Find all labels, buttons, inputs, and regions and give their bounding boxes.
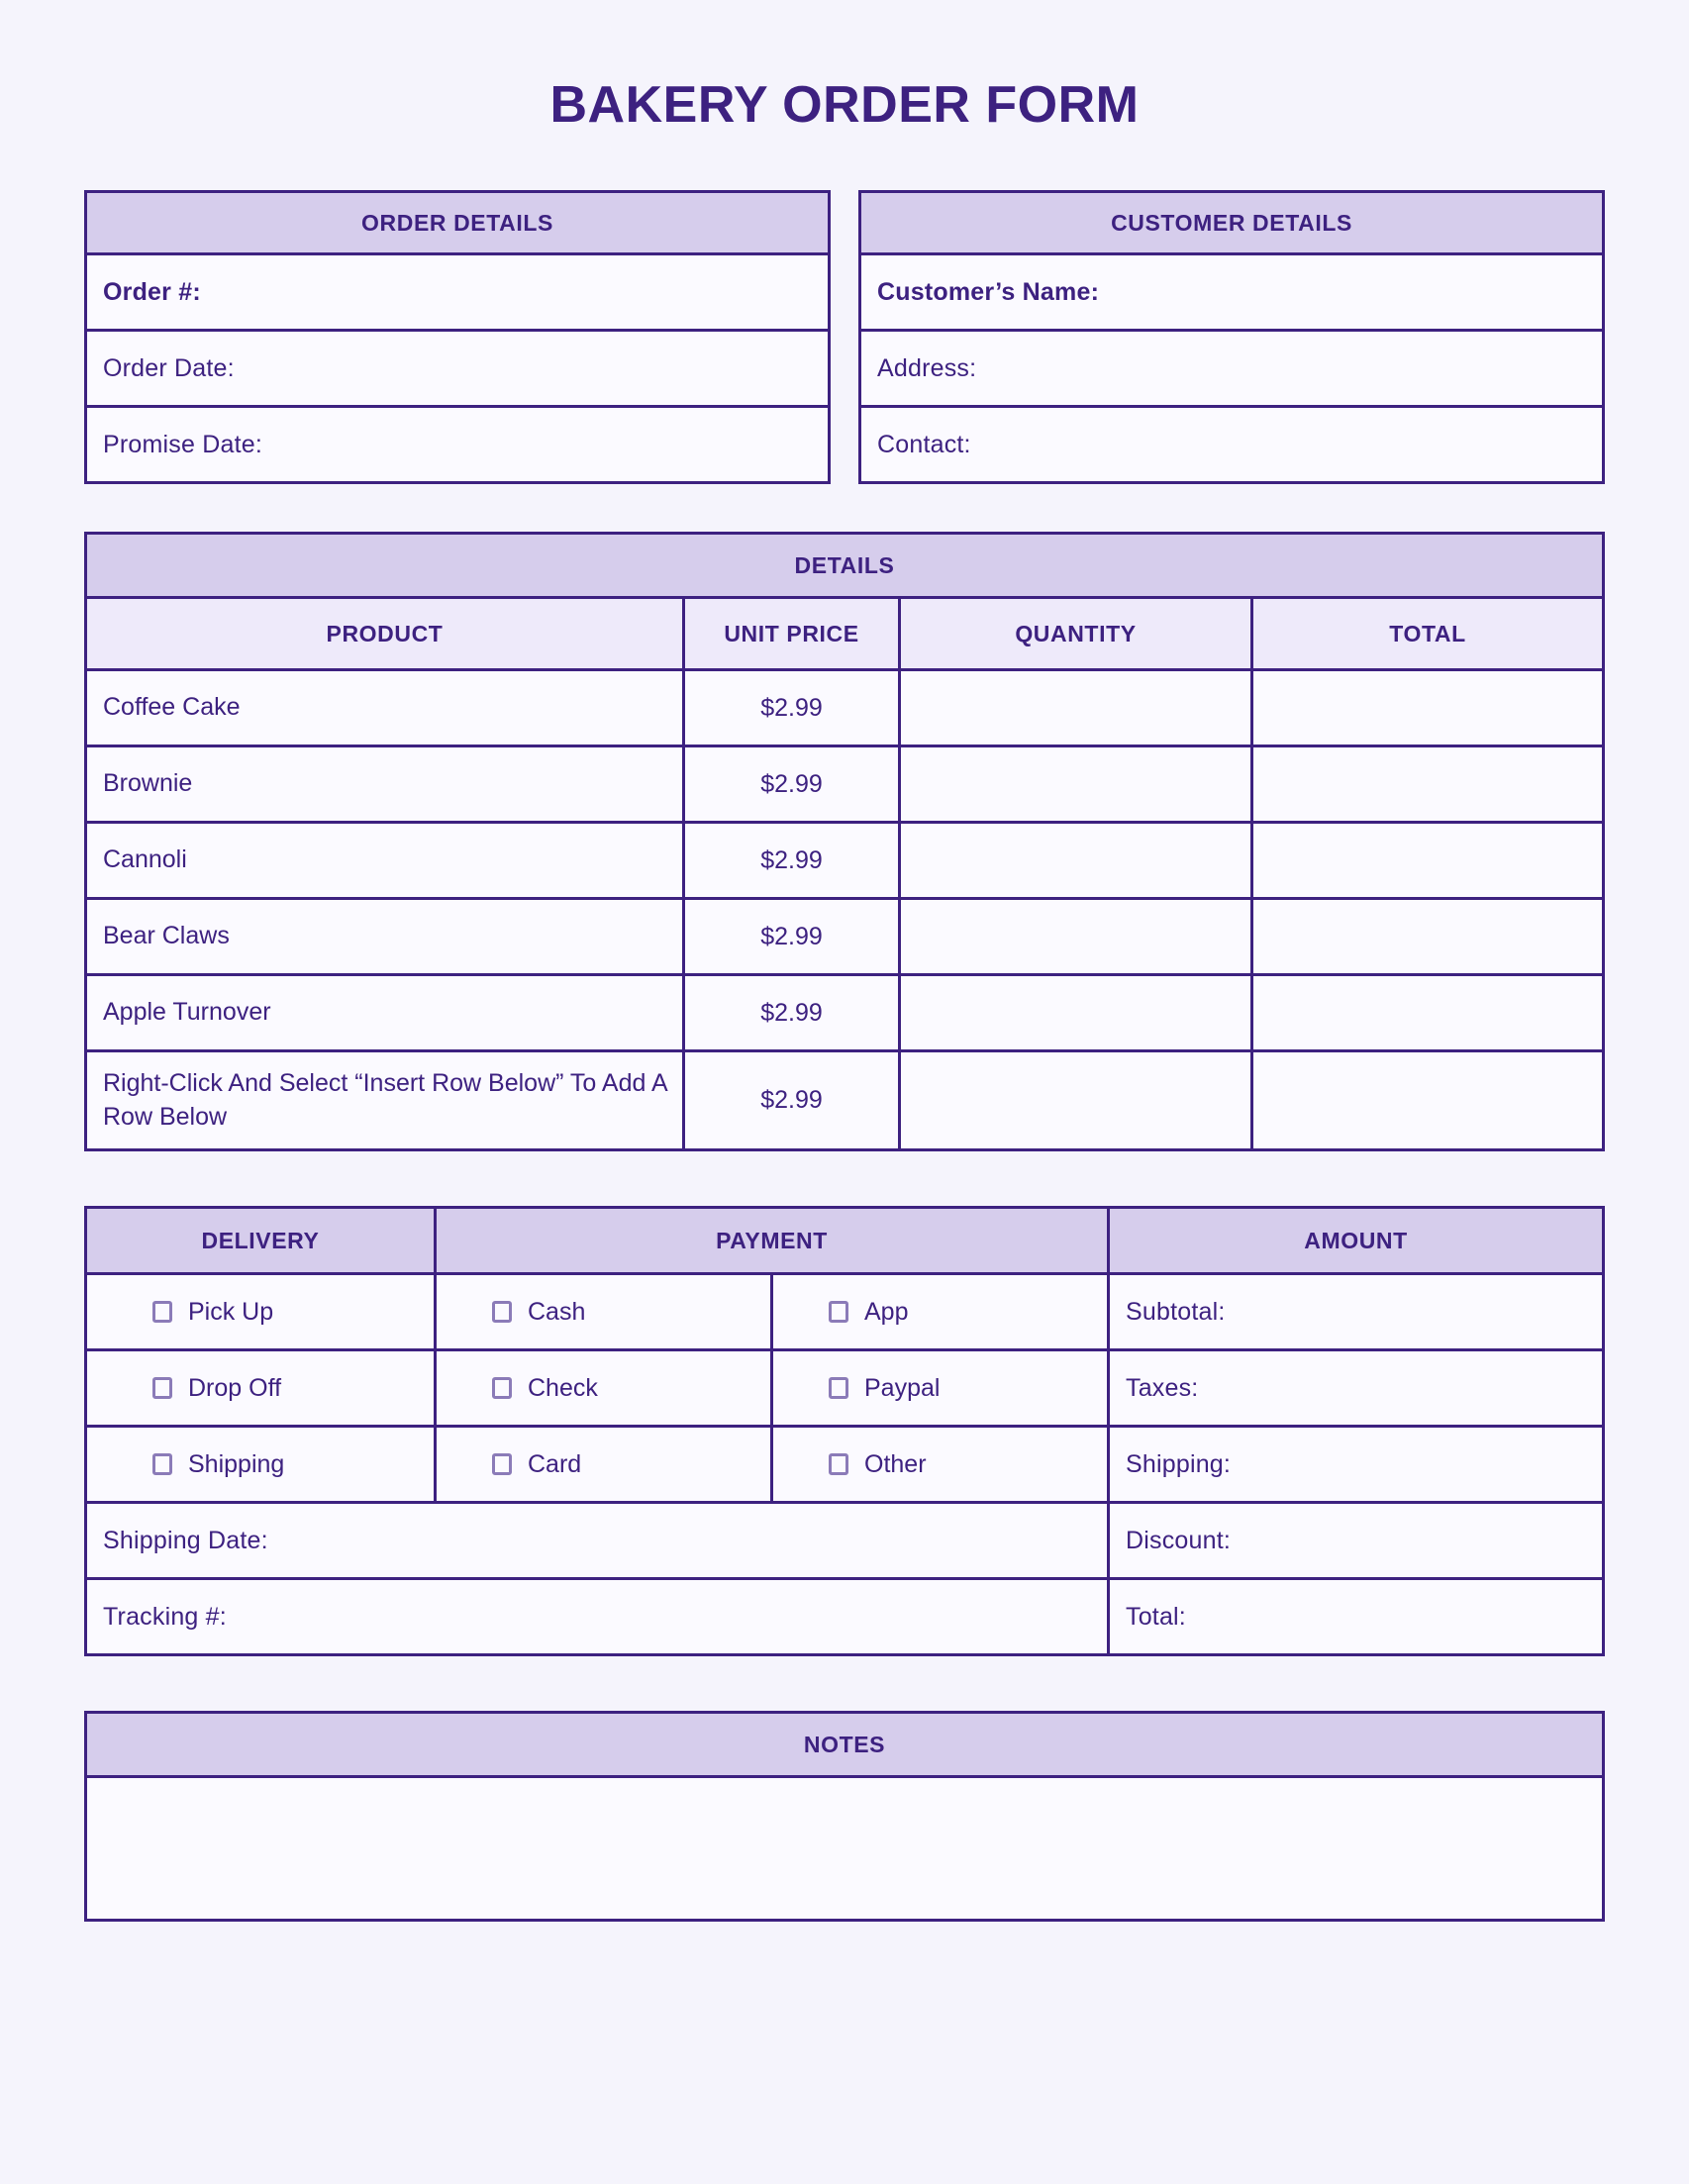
customer-name-row[interactable] <box>861 252 1602 329</box>
checkbox-icon[interactable] <box>152 1301 172 1323</box>
payment-option-paypal[interactable] <box>770 1351 1107 1425</box>
payment-option-card[interactable] <box>434 1428 770 1501</box>
delivery-option-drop-off[interactable] <box>87 1351 434 1425</box>
product-total-input[interactable] <box>1250 747 1602 821</box>
dpa-row <box>87 1425 1602 1501</box>
table-row[interactable] <box>87 745 1602 821</box>
product-total-input[interactable] <box>1250 671 1602 745</box>
amount-header: AMOUNT <box>1107 1209 1602 1272</box>
payment-option-app[interactable] <box>770 1275 1107 1348</box>
notes-header: NOTES <box>87 1714 1602 1775</box>
product-quantity-input[interactable] <box>898 976 1250 1049</box>
payment-header: PAYMENT <box>434 1209 1107 1272</box>
payment-option-check[interactable] <box>434 1351 770 1425</box>
discount-cell[interactable] <box>1107 1504 1602 1577</box>
details-header: DETAILS <box>87 535 1602 596</box>
column-header-product: PRODUCT <box>326 620 444 646</box>
product-name: Apple Turnover <box>103 998 271 1027</box>
product-unit-price: $2.99 <box>682 747 898 821</box>
order-number-row[interactable] <box>87 252 828 329</box>
payment-option-label: Other <box>864 1449 927 1478</box>
product-quantity-input[interactable] <box>898 900 1250 973</box>
total-cell[interactable] <box>1107 1580 1602 1653</box>
checkbox-icon[interactable] <box>152 1377 172 1399</box>
product-name: Right-Click And Select “Insert Row Below” To Add A Row Below <box>103 1068 667 1131</box>
amount-taxes-row[interactable] <box>1107 1351 1602 1425</box>
order-details-box <box>84 190 831 484</box>
dpa-row <box>87 1272 1602 1348</box>
total-label: Total: <box>1126 1602 1186 1631</box>
tracking-total-row <box>87 1577 1602 1653</box>
customer-name-label: Customer’s Name: <box>877 277 1100 306</box>
amount-label: Taxes: <box>1126 1373 1199 1402</box>
product-quantity-input[interactable] <box>898 747 1250 821</box>
checkbox-icon[interactable] <box>152 1453 172 1475</box>
delivery-option-label: Pick Up <box>188 1297 274 1326</box>
product-name: Brownie <box>103 769 193 798</box>
product-unit-price: $2.99 <box>682 824 898 897</box>
delivery-option-pick-up[interactable] <box>87 1275 434 1348</box>
promise-date-label: Promise Date: <box>103 430 262 458</box>
product-name: Bear Claws <box>103 922 230 950</box>
payment-option-label: App <box>864 1297 909 1326</box>
product-unit-price: $2.99 <box>682 976 898 1049</box>
tracking-number-label: Tracking #: <box>103 1602 227 1631</box>
product-name: Cannoli <box>103 845 187 874</box>
notes-box <box>84 1711 1605 1922</box>
payment-option-label: Check <box>528 1373 598 1402</box>
payment-option-label: Paypal <box>864 1373 941 1402</box>
discount-label: Discount: <box>1126 1526 1232 1554</box>
product-total-input[interactable] <box>1250 824 1602 897</box>
payment-option-label: Card <box>528 1449 582 1478</box>
amount-subtotal-row[interactable] <box>1107 1275 1602 1348</box>
payment-option-label: Cash <box>528 1297 586 1326</box>
product-unit-price: $2.99 <box>682 900 898 973</box>
checkbox-icon[interactable] <box>829 1453 848 1475</box>
checkbox-icon[interactable] <box>492 1301 512 1323</box>
customer-contact-label: Contact: <box>877 430 971 458</box>
order-date-label: Order Date: <box>103 353 235 382</box>
customer-details-box <box>858 190 1605 484</box>
shipping-date-label: Shipping Date: <box>103 1526 268 1554</box>
order-details-header: ORDER DETAILS <box>87 193 828 252</box>
checkbox-icon[interactable] <box>829 1377 848 1399</box>
customer-contact-row[interactable] <box>861 405 1602 481</box>
product-unit-price: $2.99 <box>682 671 898 745</box>
checkbox-icon[interactable] <box>829 1301 848 1323</box>
product-total-input[interactable] <box>1250 900 1602 973</box>
checkbox-icon[interactable] <box>492 1377 512 1399</box>
table-row[interactable] <box>87 897 1602 973</box>
checkbox-icon[interactable] <box>492 1453 512 1475</box>
order-number-label: Order #: <box>103 277 201 306</box>
customer-details-header: CUSTOMER DETAILS <box>861 193 1602 252</box>
order-date-row[interactable] <box>87 329 828 405</box>
product-quantity-input[interactable] <box>898 1052 1250 1148</box>
column-header-unit-price: UNIT PRICE <box>682 599 898 668</box>
dpa-header-row <box>87 1209 1602 1272</box>
amount-label: Subtotal: <box>1126 1297 1226 1326</box>
delivery-option-label: Drop Off <box>188 1373 282 1402</box>
product-unit-price: $2.99 <box>682 1052 898 1148</box>
promise-date-row[interactable] <box>87 405 828 481</box>
notes-input[interactable] <box>87 1775 1602 1919</box>
column-header-quantity: QUANTITY <box>898 599 1250 668</box>
shipping-date-discount-row <box>87 1501 1602 1577</box>
table-row[interactable] <box>87 668 1602 745</box>
delivery-option-label: Shipping <box>188 1449 285 1478</box>
table-row[interactable] <box>87 973 1602 1049</box>
table-row[interactable] <box>87 1049 1602 1148</box>
customer-address-row[interactable] <box>861 329 1602 405</box>
tracking-number-cell[interactable] <box>87 1580 1107 1653</box>
column-header-total: TOTAL <box>1250 599 1602 668</box>
details-table <box>84 532 1605 1151</box>
dpa-row <box>87 1348 1602 1425</box>
customer-address-label: Address: <box>877 353 977 382</box>
payment-option-other[interactable] <box>770 1428 1107 1501</box>
amount-shipping-row[interactable] <box>1107 1428 1602 1501</box>
amount-label: Shipping: <box>1126 1449 1232 1478</box>
product-quantity-input[interactable] <box>898 824 1250 897</box>
product-total-input[interactable] <box>1250 1052 1602 1148</box>
product-quantity-input[interactable] <box>898 671 1250 745</box>
delivery-header: DELIVERY <box>201 1227 320 1253</box>
delivery-option-shipping[interactable] <box>87 1428 434 1501</box>
top-section <box>84 190 1605 484</box>
page-title: BAKERY ORDER FORM <box>549 76 1140 134</box>
details-column-header-row <box>87 596 1602 668</box>
table-row[interactable] <box>87 821 1602 897</box>
shipping-date-cell[interactable] <box>87 1504 1107 1577</box>
product-name: Coffee Cake <box>103 693 241 722</box>
product-total-input[interactable] <box>1250 976 1602 1049</box>
delivery-payment-amount-table <box>84 1206 1605 1656</box>
payment-option-cash[interactable] <box>434 1275 770 1348</box>
